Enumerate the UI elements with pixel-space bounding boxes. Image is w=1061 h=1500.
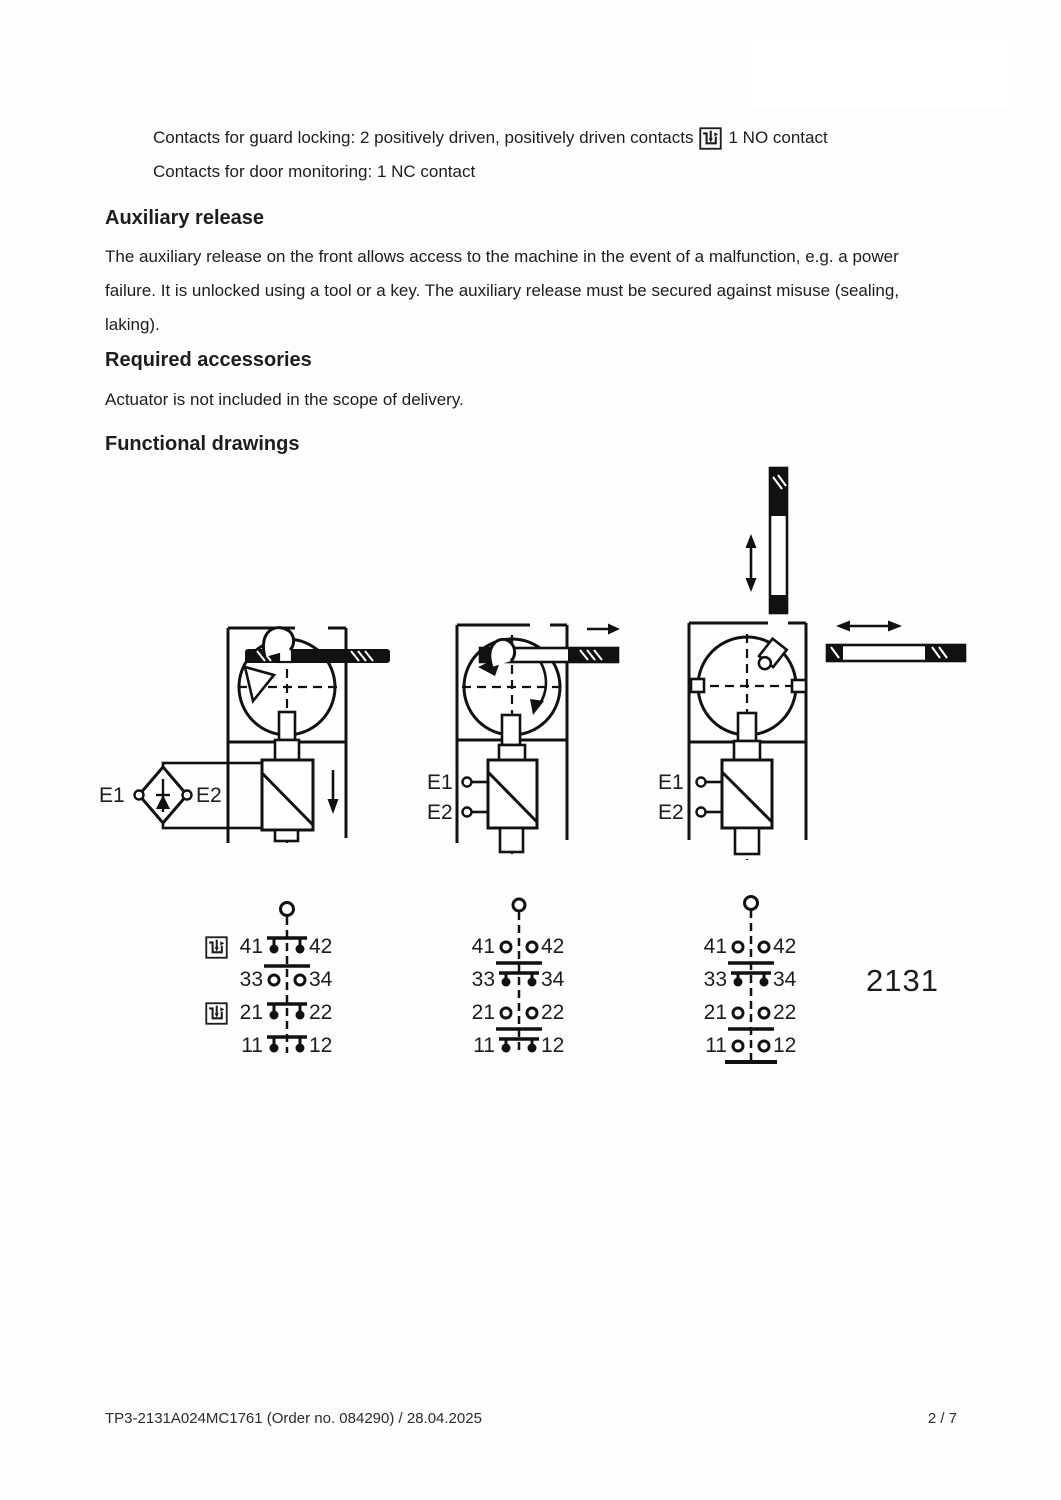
solenoid bbox=[262, 760, 313, 830]
drawing2-e2-label: E2 bbox=[427, 801, 453, 824]
contact-terminal-label: 11 bbox=[473, 1034, 495, 1057]
contact-terminal-label: 34 bbox=[309, 968, 333, 991]
auxiliary-release-heading: Auxiliary release bbox=[105, 207, 264, 229]
contact-terminal-label: 42 bbox=[773, 935, 797, 958]
contact-terminal-label: 33 bbox=[239, 968, 263, 991]
required-accessories-heading: Required accessories bbox=[105, 349, 312, 371]
contact-terminal-label: 33 bbox=[703, 968, 727, 991]
logo-placeholder bbox=[745, 40, 1010, 108]
contact-terminal-label: 11 bbox=[705, 1034, 727, 1057]
contact-terminal-label: 22 bbox=[309, 1001, 333, 1024]
contact-terminal-label: 12 bbox=[309, 1034, 333, 1057]
solenoid bbox=[722, 760, 772, 828]
contact-terminal-label: 34 bbox=[541, 968, 565, 991]
contact-terminal-label: 42 bbox=[541, 935, 565, 958]
type-number-label: 2131 bbox=[866, 963, 939, 998]
drawing-unlocked bbox=[420, 615, 680, 875]
door-monitoring-line: Contacts for door monitoring: 1 NC contact bbox=[153, 162, 476, 181]
positively-driven-contact-icon bbox=[698, 127, 723, 150]
contact-terminal-label: 12 bbox=[773, 1034, 797, 1057]
auxiliary-release-body-line3: laking). bbox=[105, 315, 160, 334]
contact-terminal-label: 41 bbox=[703, 935, 727, 958]
drawing2-e1-label: E1 bbox=[427, 771, 453, 794]
contact-terminal-label: 22 bbox=[541, 1001, 565, 1024]
contact-terminal-label: 34 bbox=[773, 968, 797, 991]
contact-terminal-label: 11 bbox=[241, 1034, 263, 1057]
footer-page-number: 2 / 7 bbox=[927, 1410, 957, 1427]
drawing3-e1-label: E1 bbox=[658, 771, 684, 794]
guard-locking-line bbox=[153, 126, 828, 150]
drawing-actuator-removed bbox=[650, 455, 990, 875]
drawing1-e2-label: E2 bbox=[196, 784, 222, 807]
functional-drawings-heading: Functional drawings bbox=[105, 433, 300, 455]
contact-terminal-label: 21 bbox=[239, 1001, 263, 1024]
contact-terminal-label: 21 bbox=[703, 1001, 727, 1024]
contact-terminal-label: 41 bbox=[239, 935, 263, 958]
contact-terminal-label: 41 bbox=[471, 935, 495, 958]
contact-terminal-label: 12 bbox=[541, 1034, 565, 1057]
contact-terminal-label: 33 bbox=[471, 968, 495, 991]
required-accessories-body: Actuator is not included in the scope of delivery. bbox=[105, 390, 464, 409]
guard-locking-text: Contacts for guard locking: 2 positively driven, positively driven contacts bbox=[153, 128, 694, 147]
auxiliary-release-body-line2: failure. It is unlocked using a tool or a key. The auxiliary release must be secured against misuse (sealing, bbox=[105, 281, 900, 300]
drawing1-e1-label: E1 bbox=[99, 784, 125, 807]
solenoid bbox=[488, 760, 537, 828]
contact-terminal-label: 42 bbox=[309, 935, 333, 958]
footer-document-id: TP3-2131A024MC1761 (Order no. 084290) / 28.04.2025 bbox=[105, 1410, 482, 1427]
auxiliary-release-body-line1: The auxiliary release on the front allows access to the machine in the event of a malfunction, e.g. a power bbox=[105, 247, 899, 266]
drawing-locked bbox=[95, 615, 415, 875]
no-contact-text: 1 NO contact bbox=[728, 128, 828, 147]
contact-terminal-label: 22 bbox=[773, 1001, 797, 1024]
drawing3-e2-label: E2 bbox=[658, 801, 684, 824]
contact-terminal-label: 21 bbox=[471, 1001, 495, 1024]
